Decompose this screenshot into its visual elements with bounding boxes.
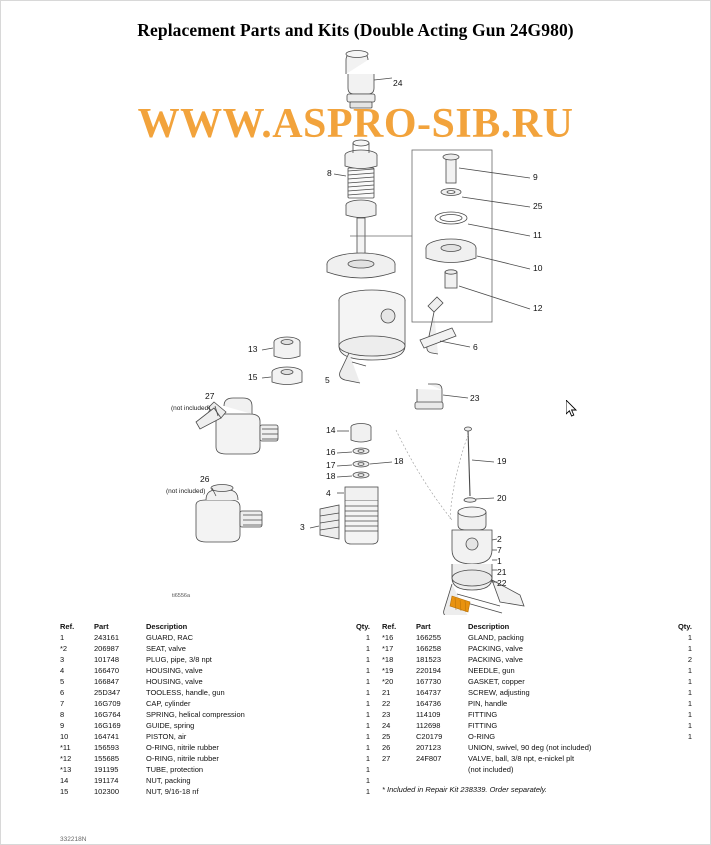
part-17-packing — [337, 461, 369, 467]
parts-table-left — [60, 622, 370, 798]
callout-25: 25 — [533, 201, 543, 211]
callout-8: 8 — [327, 168, 332, 178]
repair-kit-footnote: * Included in Repair Kit 238339. Order separately. — [382, 784, 547, 794]
cell-part: 156593 — [94, 743, 120, 753]
cell-ref — [382, 765, 416, 776]
cell-part: 191195 — [94, 765, 119, 775]
cell-qty — [666, 754, 692, 765]
callout-13: 13 — [248, 344, 258, 354]
cell-part: 181523 — [416, 655, 442, 665]
cell-description: SPRING, helical compression — [146, 710, 245, 720]
callout-23: 23 — [470, 393, 480, 403]
cell-qty: 1 — [687, 677, 692, 687]
cell-ref: 9 — [60, 721, 65, 731]
callout-11: 11 — [533, 230, 542, 240]
table-row — [382, 721, 692, 732]
cell-ref: 25 — [382, 732, 391, 742]
table-row — [60, 633, 370, 644]
part-9-guide-spring-stack — [327, 200, 395, 278]
table-header-row — [382, 622, 692, 633]
table-row — [382, 688, 692, 699]
header-ref: Ref. — [60, 622, 75, 631]
cell-part: 206987 — [94, 644, 120, 654]
cell-description: UNION, swivel, 90 deg (not included) — [468, 743, 592, 753]
callout-3: 3 — [300, 522, 305, 532]
table-row — [60, 666, 370, 677]
part-14-nut-packing — [337, 424, 371, 443]
table-row — [60, 644, 370, 655]
callout-5: 5 — [325, 375, 330, 385]
callout-1: 1 — [497, 556, 502, 566]
cell-qty: 1 — [365, 754, 370, 764]
cell-ref: 26 — [382, 743, 391, 753]
callout-22: 22 — [497, 578, 507, 588]
cell-description: PACKING, valve — [468, 655, 523, 665]
cell-description: (not included) — [468, 765, 514, 775]
part-16-gland — [337, 448, 369, 454]
part-19-needle-gun — [465, 427, 495, 496]
cell-qty: 1 — [687, 633, 692, 643]
callout-7: 7 — [497, 545, 502, 555]
cell-description: GLAND, packing — [468, 633, 524, 643]
cell-ref: 21 — [382, 688, 391, 698]
table-row — [60, 743, 370, 754]
cell-description: CAP, cylinder — [146, 699, 191, 709]
part-7-cap-cylinder — [345, 140, 377, 169]
callout-15: 15 — [248, 372, 258, 382]
cell-part: 191174 — [94, 776, 119, 786]
cell-description: GASKET, copper — [468, 677, 525, 687]
cell-ref: *11 — [60, 743, 71, 753]
cell-ref: *13 — [60, 765, 72, 775]
table-row — [60, 721, 370, 732]
cell-part: 166847 — [94, 677, 120, 687]
cell-qty: 1 — [365, 776, 370, 786]
cell-part: 164736 — [416, 699, 442, 709]
cell-part: 101748 — [94, 655, 120, 665]
cell-qty: 1 — [365, 710, 370, 720]
footer-document-code: 332218N — [60, 836, 87, 843]
table-row — [382, 677, 692, 688]
cell-ref: 27 — [382, 754, 391, 764]
cell-qty: 1 — [365, 765, 370, 775]
cell-part: 167730 — [416, 677, 442, 687]
part-26-union-swivel — [196, 485, 262, 543]
cell-qty: 1 — [687, 721, 692, 731]
cell-ref: 24 — [382, 721, 391, 731]
cell-description: TUBE, protection — [146, 765, 204, 775]
cell-qty: 1 — [365, 743, 370, 753]
header-description: Description — [468, 622, 510, 631]
callout-17: 17 — [326, 460, 336, 470]
header-qty: Qty. — [355, 622, 370, 631]
cell-ref: 4 — [60, 666, 65, 676]
cell-qty: 1 — [687, 666, 692, 676]
figure-code: ti6556a — [172, 593, 191, 599]
callout-26: 26 — [200, 474, 210, 484]
table-row — [382, 732, 692, 743]
callout-27: 27 — [205, 391, 215, 401]
table-row — [60, 699, 370, 710]
table-row — [382, 644, 692, 655]
cell-part: 102300 — [94, 787, 120, 797]
table-row — [60, 776, 370, 787]
cell-qty: 1 — [687, 732, 692, 742]
cell-ref: *17 — [382, 644, 394, 654]
callout-18-left: 18 — [326, 471, 336, 481]
callout-24: 24 — [393, 78, 403, 88]
header-part: Part — [94, 622, 109, 631]
diagram-svg — [0, 50, 711, 615]
cell-part: 166258 — [416, 644, 442, 654]
part-24-fitting — [346, 51, 392, 109]
callout-6: 6 — [473, 342, 478, 352]
cell-part: 164737 — [416, 688, 442, 698]
cell-qty: 1 — [687, 699, 692, 709]
cell-qty: 1 — [365, 732, 370, 742]
part-5-housing-valve — [339, 290, 405, 383]
part-8-spring — [334, 168, 374, 198]
cell-description: SEAT, valve — [146, 644, 186, 654]
part-13-bushing — [262, 337, 300, 359]
cell-qty: 1 — [365, 688, 370, 698]
cell-ref: 15 — [60, 787, 69, 797]
cell-qty: 1 — [687, 688, 692, 698]
annotation-27-not-included: (not included) — [171, 405, 211, 412]
cell-ref: 3 — [60, 655, 65, 665]
part-4-housing-valve — [337, 487, 378, 544]
cell-description: SCREW, adjusting — [468, 688, 530, 698]
cell-description: FITTING — [468, 721, 498, 731]
cell-description: O-RING — [468, 732, 496, 742]
cell-description: GUIDE, spring — [146, 721, 195, 731]
cell-ref: 1 — [60, 633, 65, 643]
cell-part: 112698 — [416, 721, 441, 731]
cell-qty: 1 — [365, 787, 370, 797]
annotation-26-not-included: (not included) — [166, 488, 206, 495]
part-20-gasket-copper — [464, 498, 494, 502]
table-row — [382, 655, 692, 666]
cell-description: NEEDLE, gun — [468, 666, 515, 676]
cell-qty: 1 — [365, 721, 370, 731]
callout-19: 19 — [497, 456, 507, 466]
cell-part: 166255 — [416, 633, 442, 643]
cell-part — [416, 765, 468, 776]
header-description: Description — [146, 622, 188, 631]
cell-part: 166470 — [94, 666, 120, 676]
cell-ref: 6 — [60, 688, 65, 698]
cell-ref: *12 — [60, 754, 72, 764]
table-row — [382, 633, 692, 644]
cell-description: TOOLESS, handle, gun — [146, 688, 225, 698]
cell-qty: 2 — [687, 655, 692, 665]
part-3-plug-pipe — [310, 505, 339, 539]
callout-18-right: 18 — [394, 456, 404, 466]
cell-part: 220194 — [416, 666, 442, 676]
table-row — [60, 754, 370, 765]
cell-qty: 1 — [365, 699, 370, 709]
cell-part: 243161 — [94, 633, 120, 643]
cell-part: 16G764 — [94, 710, 121, 720]
table-row — [382, 743, 692, 754]
callout-4: 4 — [326, 488, 331, 498]
table-row — [382, 765, 692, 776]
header-qty: Qty. — [677, 622, 692, 631]
table-header-row — [60, 622, 370, 633]
page-title: Replacement Parts and Kits (Double Acting Gun 24G980) — [137, 20, 574, 40]
cell-ref: *16 — [382, 633, 394, 643]
cell-qty: 1 — [687, 644, 692, 654]
cell-description: PIN, handle — [468, 699, 508, 709]
cell-ref: *20 — [382, 677, 394, 687]
cell-part: 16G169 — [94, 721, 121, 731]
table-row — [382, 666, 692, 677]
parts-table-right — [382, 622, 692, 794]
cell-description: PACKING, valve — [468, 644, 523, 654]
table-row — [60, 787, 370, 798]
cell-part: 16G709 — [94, 699, 121, 709]
cell-description: HOUSING, valve — [146, 677, 203, 687]
cell-ref: 23 — [382, 710, 391, 720]
callout-20: 20 — [497, 493, 507, 503]
table-row — [60, 677, 370, 688]
table-row — [60, 710, 370, 721]
cell-description: O-RING, nitrile rubber — [146, 754, 219, 764]
cell-description: VALVE, ball, 3/8 npt, e-nickel plt — [468, 754, 575, 764]
cell-part: 207123 — [416, 743, 442, 753]
watermark: WWW.ASPRO-SIB.RU — [137, 101, 574, 147]
callout-14: 14 — [326, 425, 336, 435]
table-row — [382, 699, 692, 710]
cell-ref: 8 — [60, 710, 65, 720]
cell-ref: 5 — [60, 677, 65, 687]
cell-qty — [666, 765, 692, 776]
cell-part: 114109 — [416, 710, 441, 720]
header-part: Part — [416, 622, 431, 631]
table-row — [60, 765, 370, 776]
table-row — [60, 655, 370, 666]
cell-qty — [666, 743, 692, 754]
part-6-toolless-handle — [420, 297, 470, 354]
cell-qty: 1 — [365, 655, 370, 665]
cell-description: NUT, packing — [146, 776, 191, 786]
cell-ref: 7 — [60, 699, 65, 709]
cell-ref: *18 — [382, 655, 394, 665]
cell-qty: 1 — [365, 666, 370, 676]
part-15-nut — [262, 367, 302, 385]
cell-part: C20179 — [416, 732, 443, 742]
cell-ref: 14 — [60, 776, 69, 786]
cell-ref: 10 — [60, 732, 69, 742]
cell-part: 24F807 — [416, 754, 442, 764]
table-row — [60, 688, 370, 699]
callout-9: 9 — [533, 172, 538, 182]
table-row — [382, 710, 692, 721]
cell-description: PLUG, pipe, 3/8 npt — [146, 655, 212, 665]
cell-qty: 1 — [365, 677, 370, 687]
table-row — [382, 754, 692, 765]
cell-description: GUARD, RAC — [146, 633, 194, 643]
cell-description: FITTING — [468, 710, 498, 720]
header-ref: Ref. — [382, 622, 397, 631]
exploded-parts-diagram — [0, 50, 711, 615]
cell-description: O-RING, nitrile rubber — [146, 743, 219, 753]
callout-2: 2 — [497, 534, 502, 544]
callout-10: 10 — [533, 263, 543, 273]
callout-21: 21 — [497, 567, 507, 577]
callout-12: 12 — [533, 303, 543, 313]
cell-part: 164741 — [94, 732, 120, 742]
callout-16: 16 — [326, 447, 336, 457]
cell-qty: 1 — [365, 644, 370, 654]
cell-ref: 22 — [382, 699, 391, 709]
cell-ref: *19 — [382, 666, 394, 676]
cell-qty: 1 — [687, 710, 692, 720]
mouse-cursor-icon — [566, 400, 578, 418]
cell-description: PISTON, air — [146, 732, 187, 742]
part-23-fitting — [415, 384, 468, 409]
table-row — [60, 732, 370, 743]
cell-part: 155685 — [94, 754, 120, 764]
cell-part: 25D347 — [94, 688, 121, 698]
cell-description: NUT, 9/16-18 nf — [146, 787, 199, 797]
cell-description: HOUSING, valve — [146, 666, 203, 676]
cell-ref: *2 — [60, 644, 68, 654]
cell-qty: 1 — [365, 633, 370, 643]
